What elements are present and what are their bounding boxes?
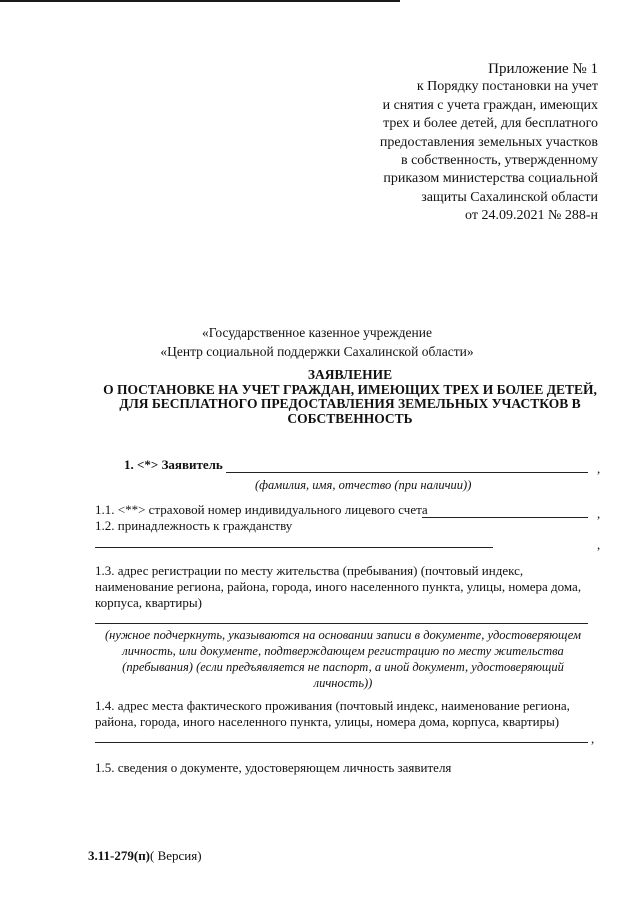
field-1-3-note: личность)) [313, 676, 373, 690]
recipient-block [0, 323, 634, 361]
recipient-line: «Государственное казенное учреждение [201, 325, 432, 340]
applicant-hint: (фамилия, имя, отчество (при наличии)) [255, 478, 472, 492]
field-1-2-label: 1.2. принадлежность к гражданству [95, 518, 293, 533]
applicant-name-line[interactable] [226, 472, 588, 473]
footer [88, 848, 202, 864]
applicant-label: 1. <*> Заявитель [124, 457, 223, 472]
field-1-3-line[interactable] [95, 623, 588, 624]
field-1-4-text: 1.4. адрес места фактического проживания (почтовый индекс, наименование региона, [95, 698, 570, 713]
scan-top-border [0, 0, 400, 2]
annex-title: Приложение № 1 [488, 61, 598, 77]
field-1-3-text: 1.3. адрес регистрации по месту жительства (пребывания) (почтовый индекс, [95, 563, 524, 578]
annex-line: к Порядку постановки на учет [416, 79, 598, 95]
field-1-3-text: корпуса, квартиры) [95, 595, 202, 610]
annex-line: предоставления земельных участков [379, 134, 598, 150]
title-line: ДЛЯ БЕСПЛАТНОГО ПРЕДОСТАВЛЕНИЯ ЗЕМЕЛЬНЫХ УЧАСТКОВ В [119, 396, 581, 411]
comma-mark: , [597, 537, 601, 552]
annex-line: приказом министерства социальной [383, 171, 598, 187]
field-1-4-text: района, города, иного населенного пункта, улицы, номера дома, корпуса, квартиры) [95, 714, 560, 729]
field-1-3-note: (нужное подчеркнуть, указываются на основании записи в документе, удостоверяющем [104, 628, 582, 642]
field-1-5-label: 1.5. сведения о документе, удостоверяющем личность заявителя [95, 760, 452, 775]
field-1-1-line[interactable] [422, 517, 588, 518]
comma-mark: , [597, 506, 601, 521]
annex-line: трех и более детей, для бесплатного [383, 116, 598, 132]
annex-header [380, 60, 598, 226]
recipient-line: «Центр социальной поддержки Сахалинской области» [160, 344, 474, 359]
annex-line: в собственность, утвержденному [400, 153, 598, 169]
title-line: ЗАЯВЛЕНИЕ [307, 367, 393, 382]
document-title [0, 368, 634, 426]
field-1-3-note: личность, или документе, подтверждающем регистрацию по месту жительства [122, 644, 564, 658]
title-line: О ПОСТАНОВКЕ НА УЧЕТ ГРАЖДАН, ИМЕЮЩИХ ТРЕХ И БОЛЕЕ ДЕТЕЙ, [103, 381, 597, 397]
field-1-4-line[interactable] [95, 742, 588, 743]
footer-code: 3.11-279(п) [88, 848, 151, 863]
field-1-3-text: наименование региона, района, города, иного населенного пункта, улицы, номера дома, [95, 579, 582, 594]
title-line: СОБСТВЕННОСТЬ [287, 410, 413, 426]
comma-mark: , [591, 731, 595, 746]
field-1-2-line[interactable] [95, 547, 493, 548]
field-1-3-note: (пребывания) (если предъявляется не паспорт, а иной документ, удостоверяющий [122, 660, 564, 674]
comma-mark: , [597, 461, 601, 476]
annex-line: от 24.09.2021 № 288-н [465, 208, 598, 224]
footer-version: ( Версия) [150, 848, 202, 863]
annex-line: и снятия с учета граждан, имеющих [382, 97, 598, 113]
field-1-1-label: 1.1. <**> страховой номер индивидуального лицевого счета [95, 502, 428, 517]
annex-line: защиты Сахалинской области [421, 189, 598, 205]
